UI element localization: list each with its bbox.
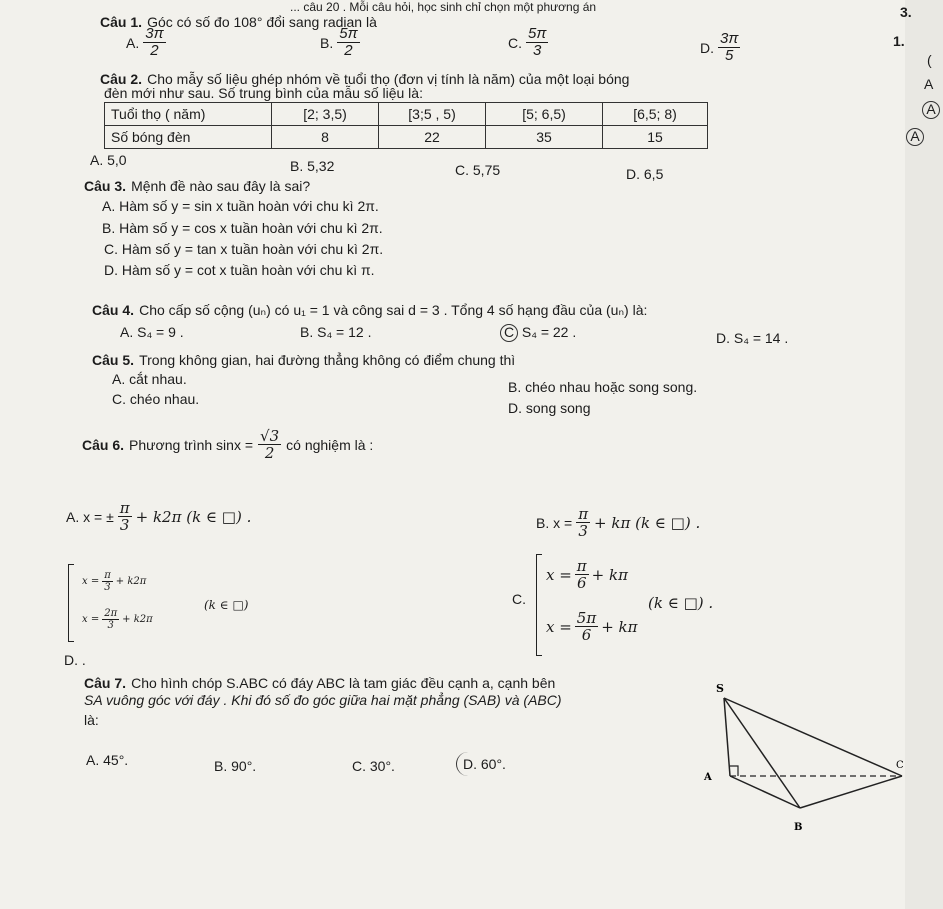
table-cell: [3;5 , 5) xyxy=(379,103,486,126)
label-b: B xyxy=(794,822,803,833)
question-3-label: Câu 3. xyxy=(84,178,127,194)
q6-option-a-text: A. x = ± xyxy=(66,508,114,525)
margin-label-1: 1. xyxy=(893,33,905,49)
q6-option-a-fraction: $\frac{\pi}{3}$ xyxy=(119,499,130,534)
question-6-label: Câu 6. xyxy=(82,436,125,453)
table-cell: 35 xyxy=(486,126,603,149)
question-2-text-1: Cho mẫy số liệu ghép nhóm về tuổi thọ (đơn vị tính là năm) của một loại bóng xyxy=(147,71,630,87)
q4-option-a[interactable]: A. S₄ = 9 . xyxy=(120,324,184,340)
margin-mark-2: A xyxy=(922,101,940,119)
q1-option-a[interactable] xyxy=(126,26,166,59)
table-row xyxy=(105,103,708,126)
question-7-label: Câu 7. xyxy=(84,675,127,691)
q6-option-b-tail: + kπ (k ∈ □) . xyxy=(594,513,701,532)
q6-option-c-k: (k ∈ □) . xyxy=(648,594,714,612)
table-head: Tuổi thọ ( năm) xyxy=(105,103,272,126)
q6-option-a-tail: + k2π (k ∈ □) . xyxy=(135,507,252,526)
q6-option-b-text: B. x = xyxy=(536,514,573,531)
table-cell: 22 xyxy=(379,126,486,149)
q2-data-table xyxy=(104,102,708,149)
q7-option-b[interactable]: B. 90°. xyxy=(214,758,257,774)
q6-option-c[interactable] xyxy=(536,554,736,658)
pyramid-figure xyxy=(700,680,905,840)
q1-option-c-fraction: $\frac{5\pi}{3}$ xyxy=(528,25,547,59)
q4-option-c-text: S₄ = 22 . xyxy=(521,324,577,340)
q3-option-c[interactable]: C. Hàm số y = tan x tuần hoàn với chu kì 2π. xyxy=(104,241,384,257)
table-cell: [2; 3,5) xyxy=(272,103,379,126)
q1-option-c-letter: C. xyxy=(508,34,522,51)
label-a: A xyxy=(704,772,712,783)
q6-option-c-line-2: x = $\frac{5\pi}{6}$ + kπ xyxy=(546,609,638,644)
question-7-text-3: là: xyxy=(84,712,99,728)
q2-option-c[interactable]: C. 5,75 xyxy=(455,162,501,178)
question-3 xyxy=(84,176,310,195)
question-7-text-1: Cho hình chóp S.ABC có đáy ABC là tam giác đều cạnh a, cạnh bên xyxy=(131,675,556,691)
q3-option-a[interactable]: A. Hàm số y = sin x tuần hoàn với chu kì 2π. xyxy=(102,198,379,214)
q6-option-d-brace xyxy=(68,564,74,642)
q6-option-d-line-1: x = $\frac{\pi}{3}$ + k2π xyxy=(82,570,147,593)
question-4-label: Câu 4. xyxy=(92,302,135,318)
q1-option-a-letter: A. xyxy=(126,34,140,51)
margin-mark-1: A xyxy=(924,76,934,92)
margin-label-3: 3. xyxy=(900,4,912,20)
question-6-text-post: có nghiệm là : xyxy=(286,436,374,453)
q6-option-d-k: (k ∈ □) xyxy=(204,598,249,612)
q7-option-d-text: D. 60°. xyxy=(456,752,512,776)
question-4-text: Cho cấp số cộng (uₙ) có u₁ = 1 và công sai d = 3 . Tổng 4 số hạng đầu của (uₙ) là: xyxy=(139,302,648,318)
q4-option-c[interactable] xyxy=(500,324,576,342)
q6-option-c-label: C. xyxy=(512,591,526,607)
question-6-fraction: $\frac{√3}{2}$ xyxy=(260,427,280,462)
table-cell: 8 xyxy=(272,126,379,149)
right-angle-mark xyxy=(730,766,738,776)
q6-option-d-line-2: x = $\frac{2\pi}{3}$ + k2π xyxy=(82,608,153,631)
q3-option-b[interactable]: B. Hàm số y = cos x tuần hoàn với chu kì 2π. xyxy=(102,220,383,236)
question-2-label: Câu 2. xyxy=(100,71,143,87)
question-4 xyxy=(92,300,647,319)
margin-mark-0: ( xyxy=(927,52,932,68)
q1-option-b-fraction: $\frac{5\pi}{2}$ xyxy=(339,25,358,59)
q4-option-c-letter: C xyxy=(500,324,518,342)
q5-option-d[interactable]: D. song song xyxy=(508,400,591,416)
q6-option-d[interactable] xyxy=(68,564,268,646)
q1-option-d-letter: D. xyxy=(700,39,714,56)
q7-option-d[interactable] xyxy=(456,752,512,776)
question-1-text: Góc có số đo 108° đổi sang radian là xyxy=(147,14,377,30)
question-7 xyxy=(84,673,555,692)
header-text: ... câu 20 . Mỗi câu hỏi, học sinh chỉ chọn một phương án xyxy=(290,0,597,14)
q6-option-c-line-1: x = $\frac{\pi}{6}$ + kπ xyxy=(546,557,628,592)
table-head: Số bóng đèn xyxy=(105,126,272,149)
table-cell: 15 xyxy=(603,126,708,149)
question-5-label: Câu 5. xyxy=(92,352,135,368)
q6-option-b-fraction: $\frac{\pi}{3}$ xyxy=(578,505,589,540)
q1-option-a-fraction: $\frac{3\pi}{2}$ xyxy=(145,25,164,59)
q5-option-b[interactable]: B. chéo nhau hoặc song song. xyxy=(508,379,698,395)
q2-option-d[interactable]: D. 6,5 xyxy=(626,166,664,182)
question-7-text-2: SA vuông góc với đáy . Khi đó số đo góc giữa hai mặt phẳng (SAB) và (ABC) xyxy=(84,692,562,708)
q2-option-b[interactable]: B. 5,32 xyxy=(290,158,335,174)
question-2-text-2: đèn mới như sau. Số trung bình của mẫu số liệu là: xyxy=(104,85,423,101)
label-s: S xyxy=(716,682,724,695)
question-5-text: Trong không gian, hai đường thẳng không có điểm chung thì xyxy=(139,352,516,368)
q7-option-a[interactable]: A. 45°. xyxy=(86,752,129,768)
q1-option-c[interactable] xyxy=(508,26,548,59)
q3-option-d[interactable]: D. Hàm số y = cot x tuần hoàn với chu kì π. xyxy=(104,262,375,278)
q6-option-a[interactable] xyxy=(66,500,251,533)
q1-option-b[interactable] xyxy=(320,26,360,59)
q6-option-c-brace xyxy=(536,554,542,656)
q5-option-c[interactable]: C. chéo nhau. xyxy=(112,391,200,407)
edge-bc xyxy=(800,776,902,808)
q5-option-a[interactable]: A. cắt nhau. xyxy=(112,371,187,387)
q2-option-a[interactable]: A. 5,0 xyxy=(90,152,127,168)
q1-option-d-fraction: $\frac{3\pi}{5}$ xyxy=(720,30,739,64)
question-1-label: Câu 1. xyxy=(100,14,143,30)
margin-mark-3: A xyxy=(906,128,924,146)
q1-option-b-letter: B. xyxy=(320,34,334,51)
q7-option-c[interactable]: C. 30°. xyxy=(352,758,395,774)
question-3-text: Mệnh đề nào sau đây là sai? xyxy=(131,178,311,194)
table-row xyxy=(105,126,708,149)
q1-option-d[interactable] xyxy=(700,31,740,64)
q6-option-b[interactable] xyxy=(536,506,700,539)
question-6 xyxy=(82,428,373,461)
table-cell: [5; 6,5) xyxy=(486,103,603,126)
question-6-text-pre: Phương trình sinx = xyxy=(129,436,254,453)
q4-option-d[interactable]: D. S₄ = 14 . xyxy=(716,330,789,346)
table-cell: [6,5; 8) xyxy=(603,103,708,126)
label-c: C xyxy=(896,760,904,771)
question-5 xyxy=(92,350,515,369)
edge-sa xyxy=(724,698,730,776)
q6-option-d-label: D. . xyxy=(64,652,86,668)
q4-option-b[interactable]: B. S₄ = 12 . xyxy=(300,324,372,340)
